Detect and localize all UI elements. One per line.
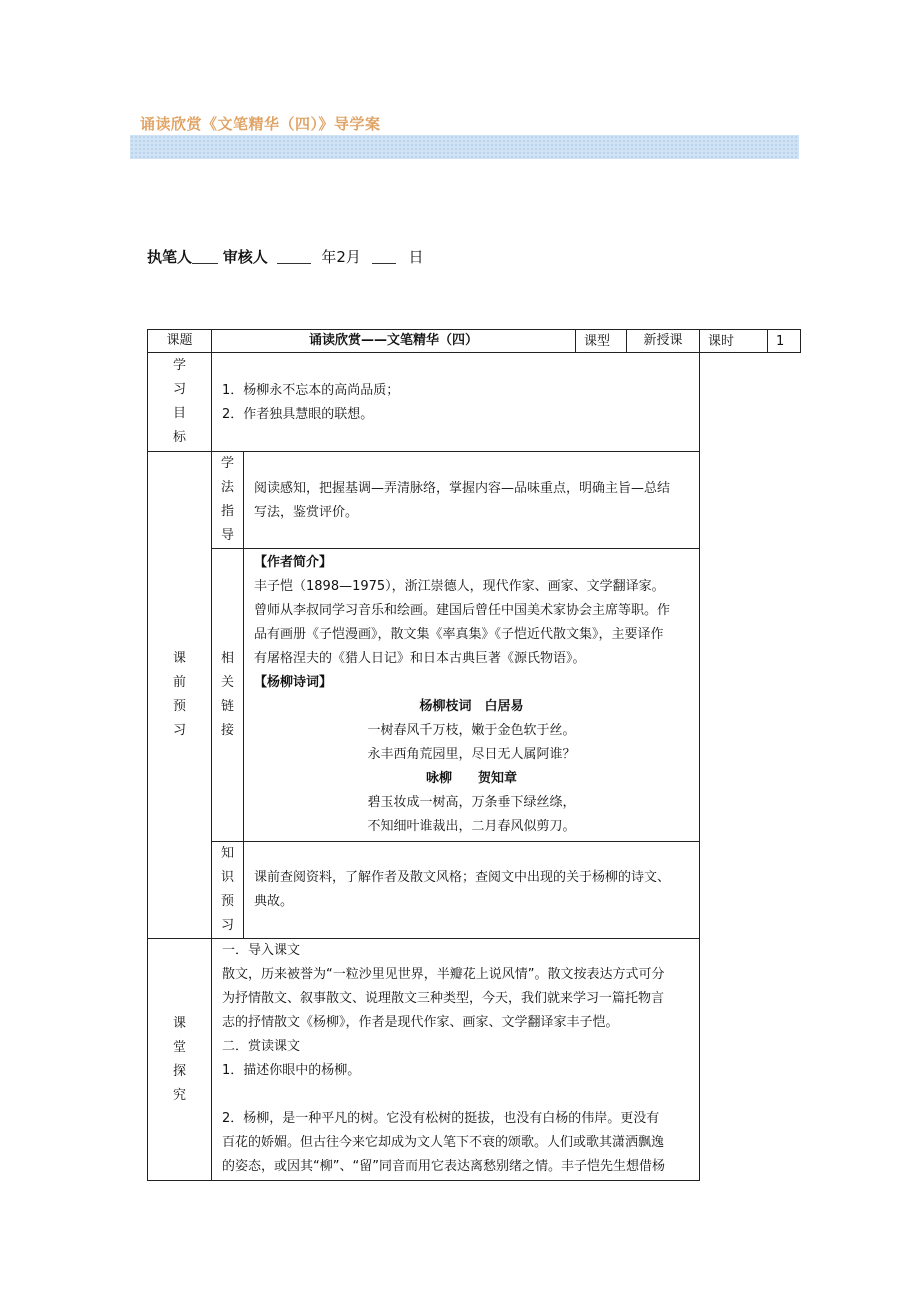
poem2-title: 咏柳 贺知章 (425, 771, 517, 786)
author-heading: 【作者简介】 (254, 555, 333, 570)
reviewer-label: 审核人 (222, 248, 268, 266)
topic-label: 课题 (147, 329, 212, 353)
writer-label: 执笔人 (147, 248, 193, 266)
poem1-title: 杨柳枝词 白居易 (419, 699, 524, 714)
goal-item: 1．杨柳永不忘本的高尚品质； (222, 383, 400, 398)
document-title: 诵读欣赏《文笔精华（四）》导学案 (140, 115, 381, 133)
date-year-month: 年2月 (321, 248, 361, 266)
hours-value: 1 (767, 329, 801, 353)
type-value: 新授课 (626, 329, 700, 353)
links-label: 相 关 链 接 (211, 548, 244, 842)
day-label: 日 (408, 248, 424, 266)
goal-item: 2．作者独具慧眼的联想。 (222, 407, 374, 422)
goals-label: 学 习 目 标 (147, 352, 212, 452)
hours-label: 课时 (699, 329, 768, 353)
method-content: 阅读感知，把握基调—弄清脉络，掌握内容—品味重点，明确主旨—总结 写法，鉴赏评价。 (243, 451, 700, 549)
writer-blank[interactable] (192, 249, 218, 264)
lesson-table (147, 329, 799, 1181)
knowledge-label: 知 识 预 习 (211, 841, 244, 939)
explore-content: 一．导入课文 散文，历来被誉为“一粒沙里见世界，半瓣花上说风情”。散文按表达方式可分 为抒情散文、叙事散文、说理散文三种类型，今天，我们就来学习一篇托物言 志的抒情散文《杨柳》，作者是现代作家、画家、文学翻译家丰子恺。 二．赏读课文 1．描述你眼中的杨柳。 2．杨柳，是一种平凡的树。它没有松树的挺拔，也没有白杨的伟岸。更没有 百花的娇媚。但古往今来它却成为文人笔下不衰的颂歌。人们或歌其潇洒飘逸 的姿态，或因其“柳”、“留”同音而用它表达离愁别绪之情。丰子恺先生想借杨 (211, 938, 700, 1181)
goals-content (211, 352, 700, 452)
right-margin-column (699, 352, 801, 1181)
links-content: 【作者简介】 丰子恺（1898—1975），浙江崇德人，现代作家、画家、文学翻译家。 曾师从李叔同学习音乐和绘画。建国后曾任中国美术家协会主席等职。作 品有画册《子恺漫画》，散文集《率真集》《子恺近代散文集》，主要译作 有屠格涅夫的《猎人日记》和日本古典巨著《源氏物语》。 【杨柳诗词】 杨柳枝词 白居易 一树春风千万枝，嫩于金色软于丝。 永丰西角荒园里，尽日无人属阿谁？ 咏柳 贺知章 碧玉妆成一树高，万条垂下绿丝绦， 不知细叶谁裁出，二月春风似剪刀。 (243, 548, 700, 842)
type-label: 课型 (575, 329, 627, 353)
topic-value: 诵读欣赏——文笔精华（四） (211, 329, 576, 353)
day-blank[interactable] (372, 249, 396, 264)
knowledge-content: 课前查阅资料，了解作者及散文风格；查阅文中出现的关于杨柳的诗文、 典故。 (243, 841, 700, 939)
explore-label: 课 堂 探 究 (147, 938, 212, 1181)
author-line (147, 246, 424, 267)
title-band (130, 135, 799, 159)
preview-label: 课 前 预 习 (147, 451, 212, 939)
reviewer-blank[interactable] (277, 249, 311, 264)
poems-heading: 【杨柳诗词】 (254, 675, 333, 690)
method-label: 学 法 指 导 (211, 451, 244, 549)
